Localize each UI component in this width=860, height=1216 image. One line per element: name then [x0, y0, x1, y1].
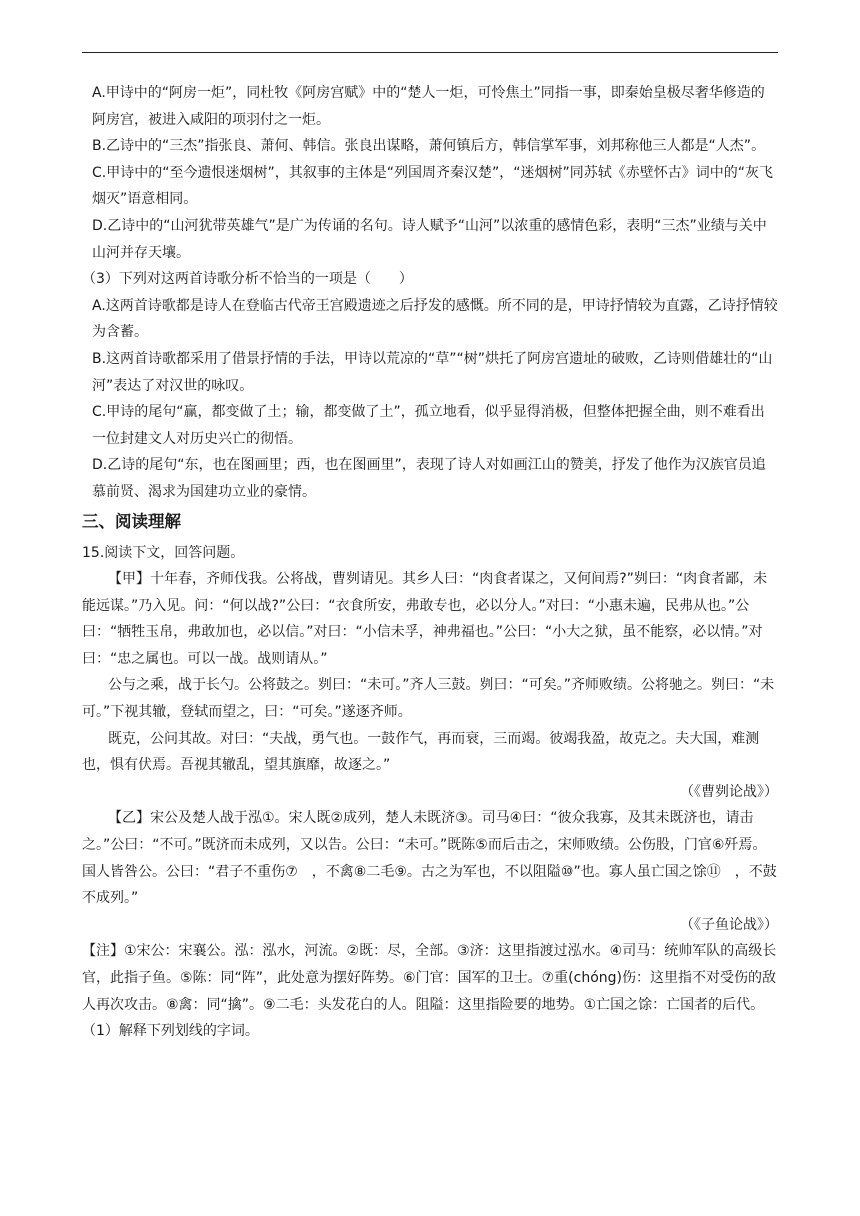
passage-jia-paragraph: 既克，公问其故。对曰：“夫战，勇气也。一鼓作气，再而衰，三而竭。彼竭我盈，故克之。夫大国，难测也，惧有伏焉。吾视其辙乱，望其旗靡，故逐之。”	[82, 730, 760, 774]
section-heading: 三、阅读理解	[82, 511, 181, 531]
passage-jia-paragraph: 【甲】十年春，齐师伐我。公将战，曹刿请见。其乡人曰：“肉食者谋之，又何间焉?”刿曰：“肉食者鄙，未能远谋。”乃入见。问：“何以战?”公曰：“衣食所安，弗敢专也，必以分人。”对曰：“小惠未遍，民弗从也。”公曰：“牺牲玉帛，弗敢加也，必以信。”对曰：“小信未孚，神弗福也。”公曰：“小大之狱，虽不能察，必以情。”对曰：“忠之属也。可以一战。战则请从。”	[82, 571, 768, 667]
q2-option-a: A.甲诗中的“阿房一炬”，同杜牧《阿房宫赋》中的“楚人一炬，可怜焦土”同指一事，即秦始皇极尽奢华修造的阿房宫，被进入咸阳的项羽付之一炬。	[92, 85, 765, 128]
q2-option-d: D.乙诗中的“山河犹带英雄气”是广为传诵的名句。诗人赋予“山河”以浓重的感情色彩，表明“三杰”业绩与关中山河并存天壤。	[92, 217, 767, 261]
passage-yi-source: （《子鱼论战》）	[680, 916, 778, 933]
passage-jia-source: （《曹刿论战》）	[680, 783, 778, 800]
annotation-notes: 【注】①宋公：宋襄公。泓：泓水，河流。②既：尽，全部。③济：这里指渡过泓水。④司马：统帅军队的高级长官，此指子鱼。⑤陈：同“阵”，此处意为摆好阵势。⑥门官：国军的卫士。⑦重(chóng)伤：这里指不对受伤的敌人再次攻击。⑧禽：同“擒”。⑨二毛：头发花白的人。阻隘：这里指险要的地势。①亡国之馀：亡国者的后代。	[82, 943, 777, 1013]
q3-option-b: B.这两首诗歌都采用了借景抒情的手法，甲诗以荒凉的“草”“树”烘托了阿房宫遗址的破败，乙诗则借雄壮的“山河”表达了对汉世的咏叹。	[92, 350, 773, 394]
q3-stem: （3）下列对这两首诗歌分析不恰当的一项是（ ）	[82, 271, 413, 288]
passage-yi-paragraph: 【乙】宋公及楚人战于泓①。宋人既②成列，楚人未既济③。司马④曰：“彼众我寡，及其未既济也，请击之。”公曰：“不可。”既济而未成列，又以告。公曰：“未可。”既陈⑤而后击之，宋师败绩。公伤股，门官⑥歼焉。国人皆咎公。公曰：“君子不重伤⑦ ，不禽⑧二毛⑨。古之为军也，不以阻隘⑩”也。寡人虽亡国之馀⑪ ，不鼓不成列。”	[82, 810, 777, 907]
q1-stem: （1）解释下列划线的字词。	[82, 1023, 259, 1040]
q3-option-d: D.乙诗的尾句“东，也在图画里；西，也在图画里”，表现了诗人对如画江山的赞美，抒发了他作为汉族官员追慕前贤、渴求为国建功立业的豪情。	[92, 457, 766, 500]
page-content	[82, 80, 778, 1045]
passage-jia-paragraph: 公与之乘，战于长勺。公将鼓之。刿曰：“未可。”齐人三鼓。刿曰：“可矣。”齐师败绩。公将驰之。刿曰：“未可。”下视其辙，登轼而望之，曰：“可矣。”遂逐齐师。	[82, 677, 775, 721]
q3-option-c: C.甲诗的尾句“赢，都变做了土；输，都变做了土”，孤立地看，似乎显得消极，但整体把握全曲，则不难看出一位封建文人对历史兴亡的彻悟。	[92, 404, 765, 447]
q2-option-c: C.甲诗中的“至今遗恨迷烟树”，其叙事的主体是“列国周齐秦汉楚”，“迷烟树”同苏轼《赤壁怀古》词中的“灰飞烟灭”语意相同。	[92, 164, 773, 208]
q15-stem: 15.阅读下文，回答问题。	[82, 544, 245, 561]
header-rule	[82, 52, 778, 53]
q3-option-a: A.这两首诗歌都是诗人在登临古代帝王宫殿遗迹之后抒发的感慨。所不同的是，甲诗抒情较为直露，乙诗抒情较为含蓄。	[92, 297, 778, 341]
q2-option-b: B.乙诗中的“三杰”指张良、萧何、韩信。张良出谋略，萧何镇后方，韩信掌军事，刘邦称他三人都是“人杰”。	[92, 138, 766, 155]
